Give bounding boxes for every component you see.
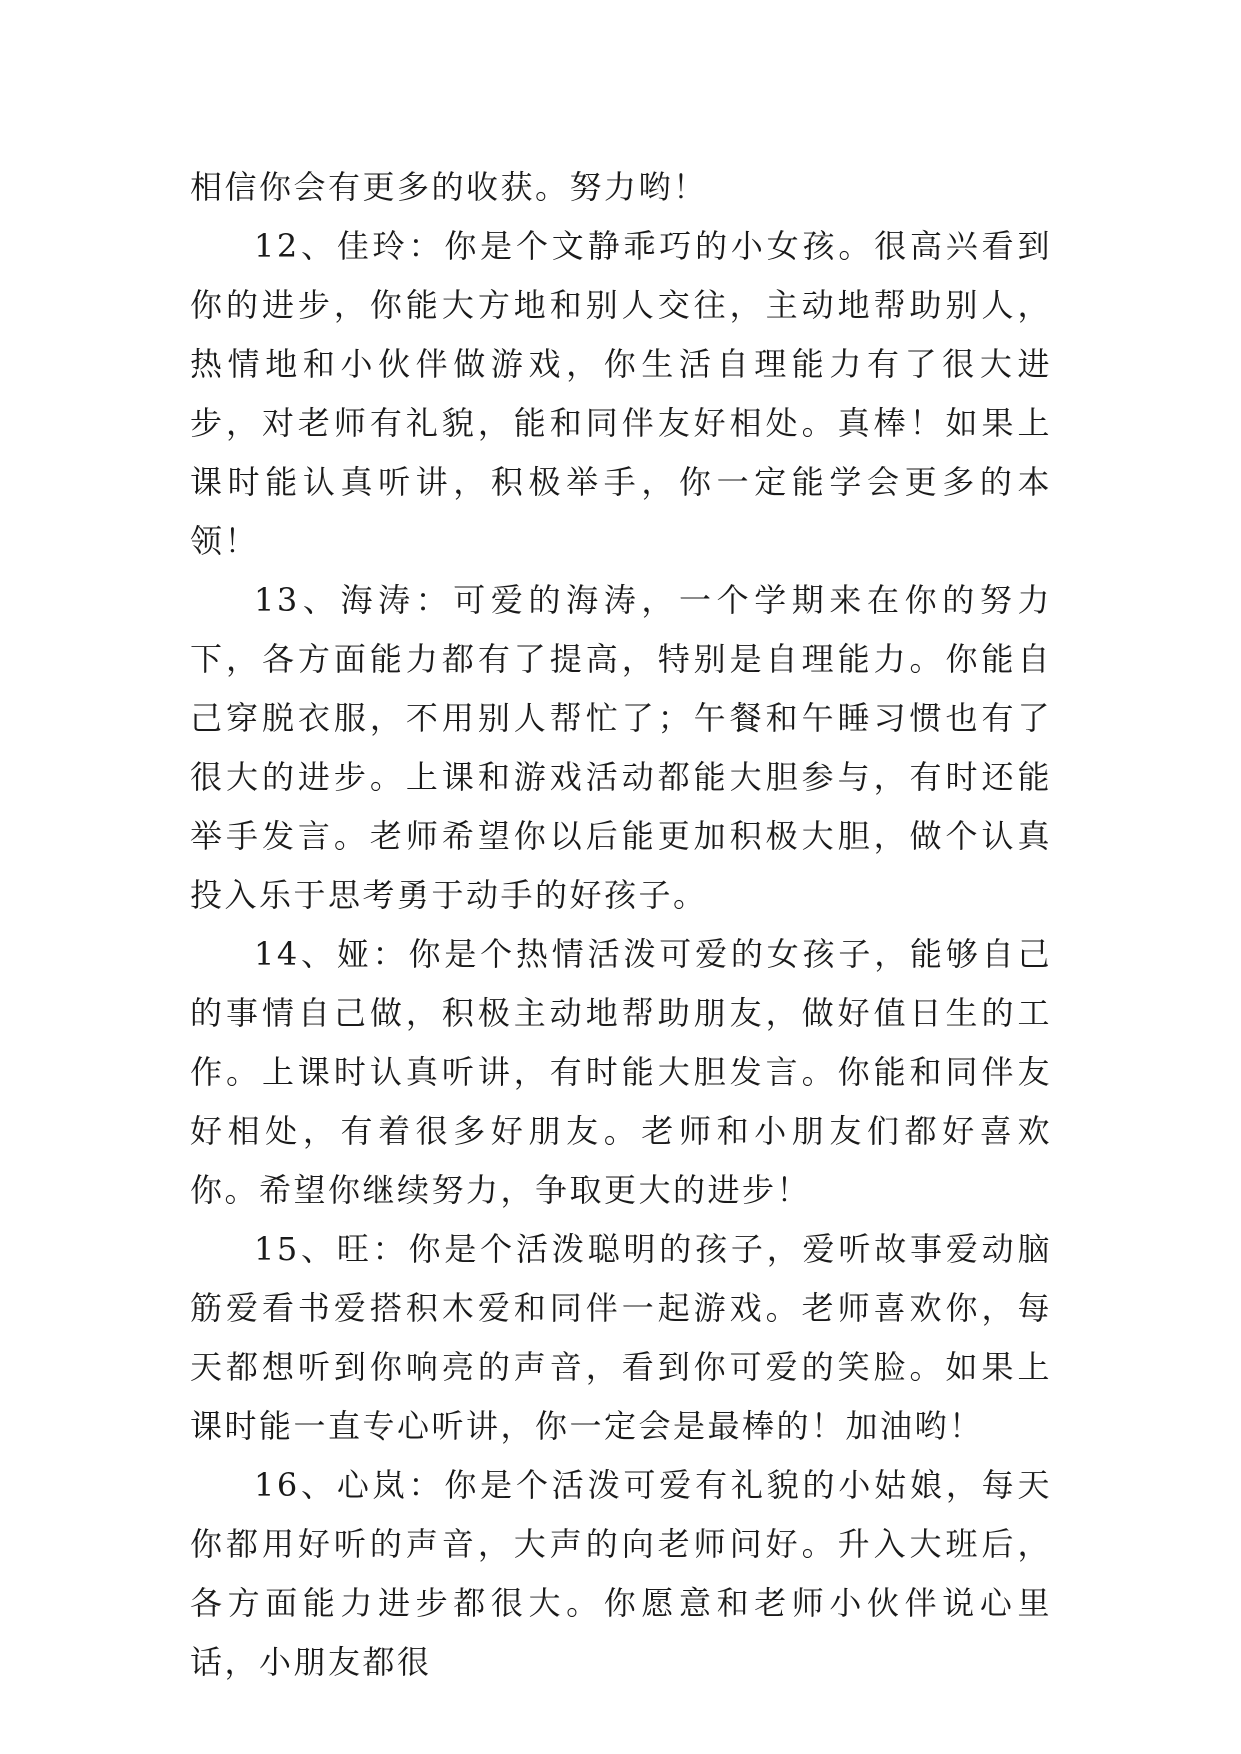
paragraph-comment-15: 15、旺：你是个活泼聪明的孩子，爱听故事爱动脑筋爱看书爱搭积木爱和同伴一起游戏。老师喜欢你，每天都想听到你响亮的声音，看到你可爱的笑脸。如果上课时能一直专心听讲，你一定会是最棒的！加油哟！	[190, 1230, 1052, 1445]
paragraph-comment-12: 12、佳玲：你是个文静乖巧的小女孩。很高兴看到你的进步，你能大方地和别人交往，主动地帮助别人，热情地和小伙伴做游戏，你生活自理能力有了很大进步，对老师有礼貌，能和同伴友好相处。真棒！如果上课时能认真听讲，积极举手，你一定能学会更多的本领！	[190, 227, 1052, 560]
paragraph-comment-13: 13、海涛：可爱的海涛，一个学期来在你的努力下，各方面能力都有了提高，特别是自理能力。你能自己穿脱衣服，不用别人帮忙了；午餐和午睡习惯也有了很大的进步。上课和游戏活动都能大胆参与，有时还能举手发言。老师希望你以后能更加积极大胆，做个认真投入乐于思考勇于动手的好孩子。	[190, 581, 1052, 914]
paragraph-comment-14: 14、娅：你是个热情活泼可爱的女孩子，能够自己的事情自己做，积极主动地帮助朋友，做好值日生的工作。上课时认真听讲，有时能大胆发言。你能和同伴友好相处，有着很多好朋友。老师和小朋友们都好喜欢你。希望你继续努力，争取更大的进步！	[190, 935, 1052, 1209]
paragraph-continuation: 相信你会有更多的收获。努力哟！	[190, 168, 708, 206]
document-body	[190, 158, 1052, 1692]
paragraph-comment-16: 16、心岚：你是个活泼可爱有礼貌的小姑娘，每天你都用好听的声音，大声的向老师问好。升入大班后，各方面能力进步都很大。你愿意和老师小伙伴说心里话，小朋友都很	[190, 1466, 1052, 1681]
